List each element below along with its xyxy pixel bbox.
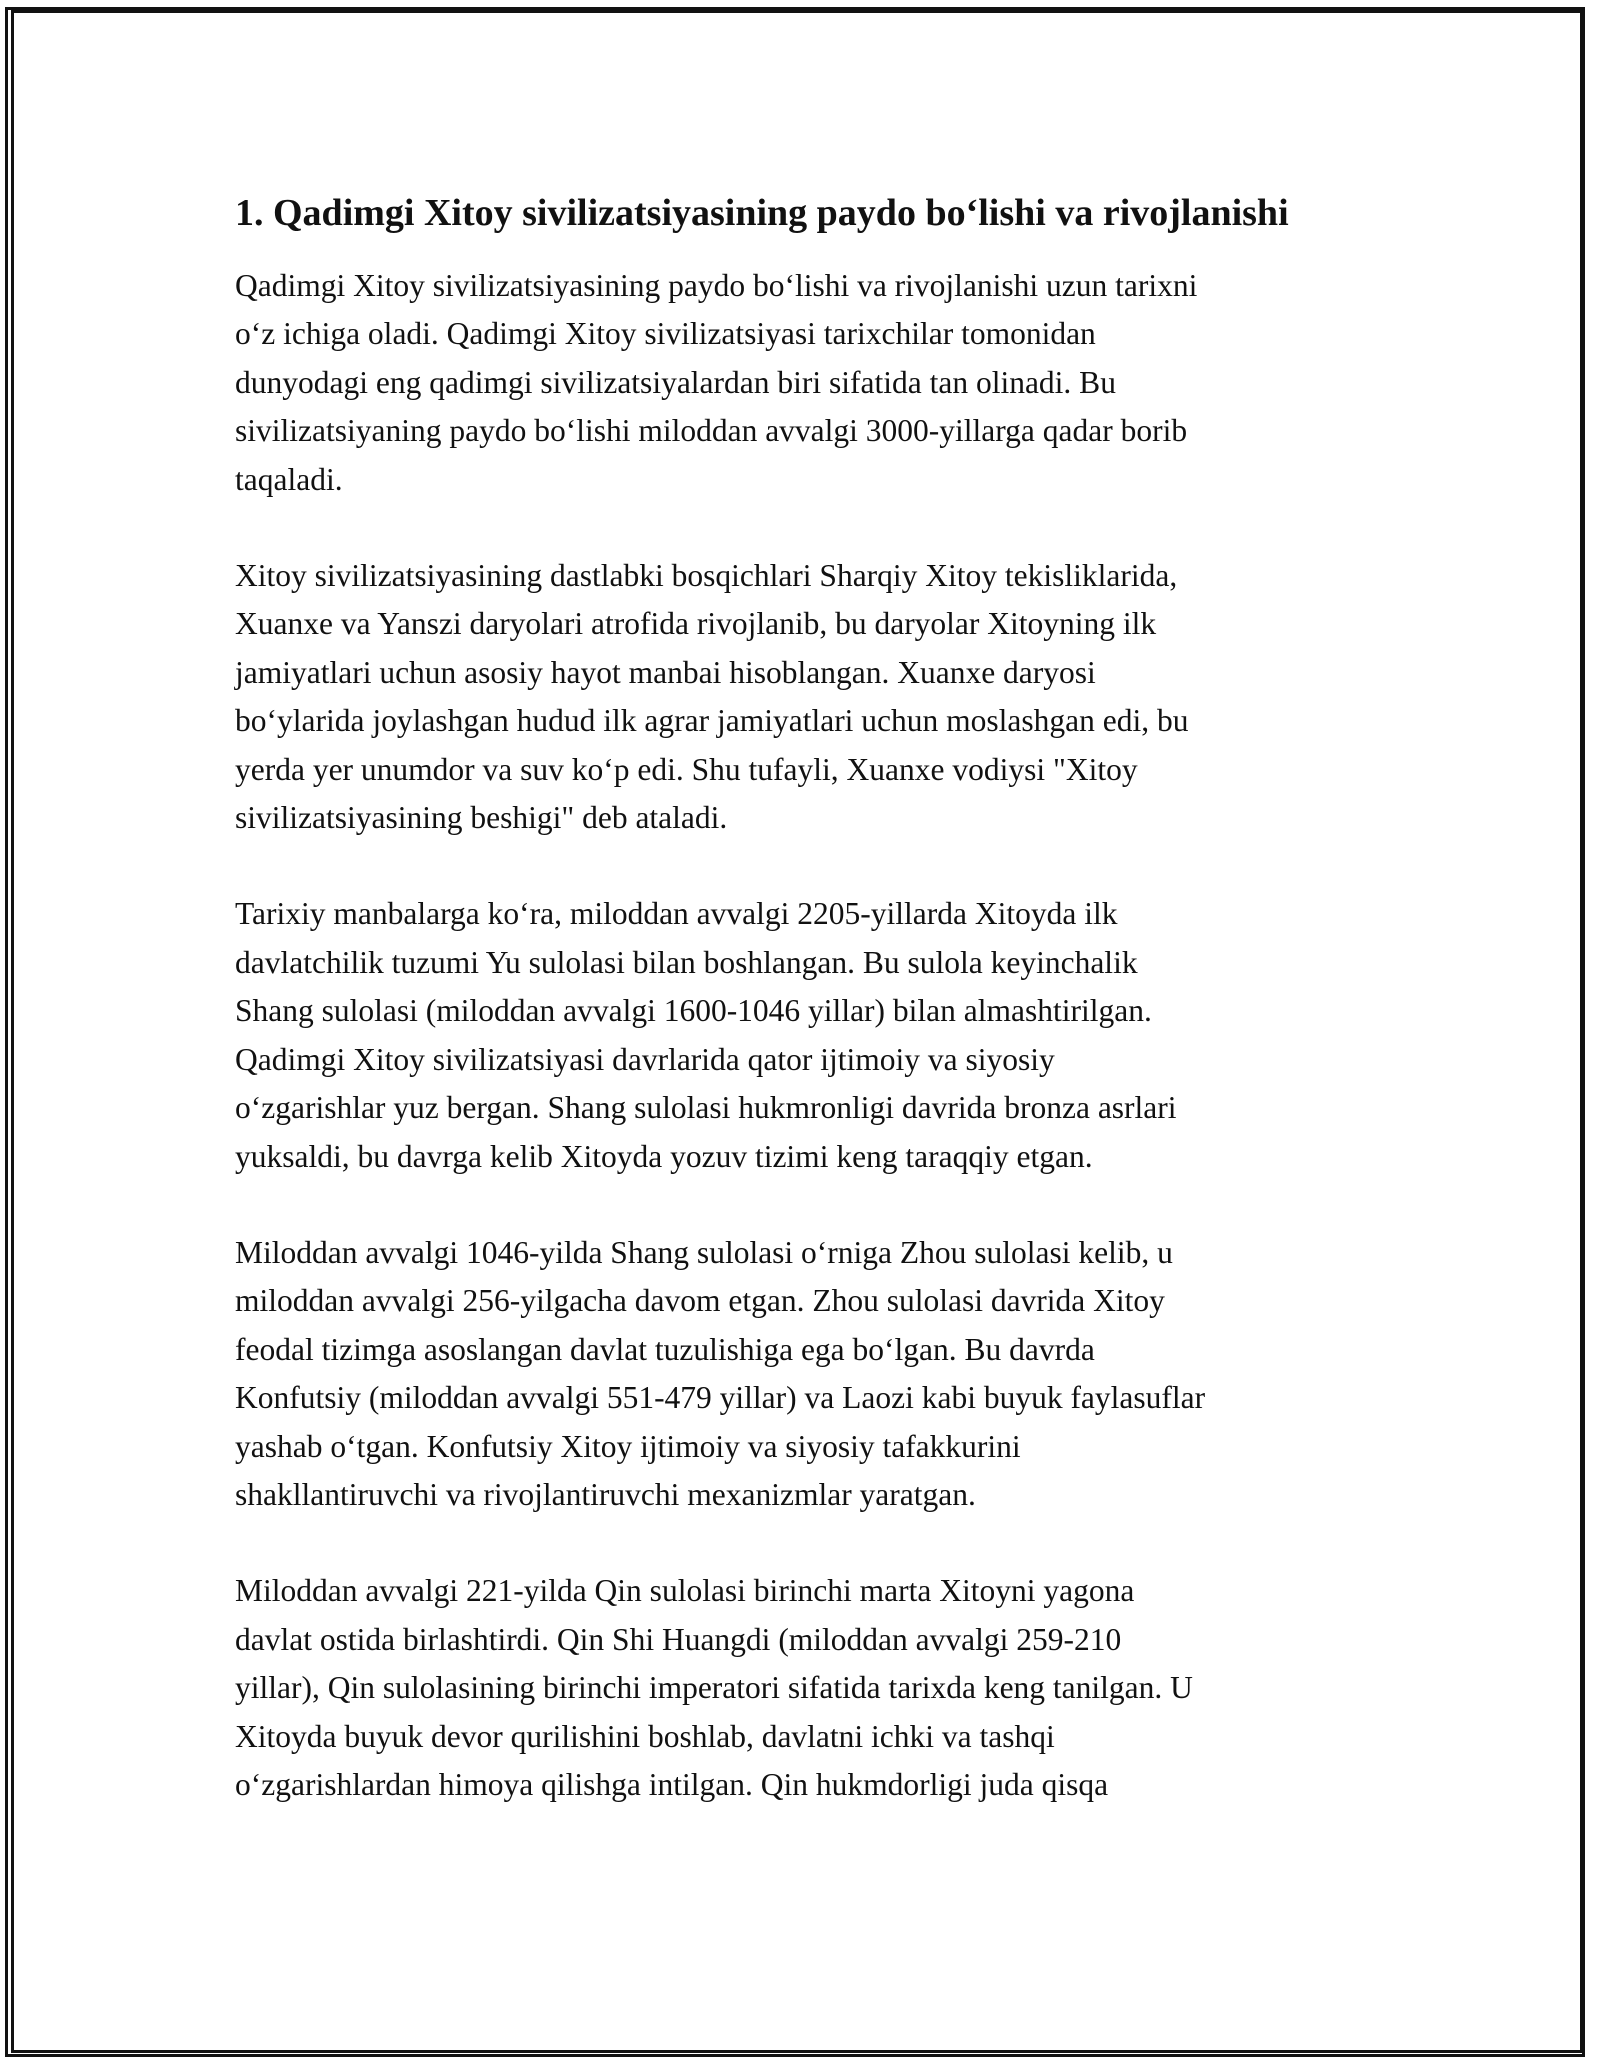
section-heading: 1. Qadimgi Xitoy sivilizatsiyasining paydo boʻlishi va rivojlanishi	[235, 192, 1289, 234]
paragraph-5: Miloddan avvalgi 221-yilda Qin sulolasi birinchi marta Xitoyni yagona davlat ostida birlashtirdi. Qin Shi Huangdi (miloddan avvalgi 259-210 yillar), Qin sulolasining birinchi imperatori sifatida tarixda keng tanilgan. U Xitoyda buyuk devor qurilishini boshlab, davlatni ichki va tashqi oʻzgarishlardan himoya qilishga intilgan. Qin hukmdorligi juda qisqa	[235, 1573, 1193, 1802]
paragraph-4: Miloddan avvalgi 1046-yilda Shang sulolasi oʻrniga Zhou sulolasi kelib, u miloddan avvalgi 256-yilgacha davom etgan. Zhou sulolasi davrida Xitoy feodal tizimga asoslangan davlat tuzulishiga ega boʻlgan. Bu davrda Konfutsiy (miloddan avvalgi 551-479 yillar) va Laozi kabi buyuk faylasuflar yashab oʻtgan. Konfutsiy Xitoy ijtimoiy va siyosiy tafakkurini shakllantiruvchi va rivojlantiruvchi mexanizmlar yaratgan.	[235, 1234, 1206, 1512]
document-body	[235, 186, 1395, 1857]
paragraph-3: Tarixiy manbalarga koʻra, miloddan avvalgi 2205-yillarda Xitoyda ilk davlatchilik tuzumi Yu sulolasi bilan boshlangan. Bu sulola keyinchalik Shang sulolasi (miloddan avvalgi 1600-1046 yillar) bilan almashtirilgan. Qadimgi Xitoy sivilizatsiyasi davrlarida qator ijtimoiy va siyosiy oʻzgarishlar yuz bergan. Shang sulolasi hukmronligi davrida bronza asrlari yuksaldi, bu davrga kelib Xitoyda yozuv tizimi keng taraqqiy etgan.	[235, 896, 1177, 1174]
paragraph-2: Xitoy sivilizatsiyasining dastlabki bosqichlari Sharqiy Xitoy tekisliklarida, Xuanxe va Yanszi daryolari atrofida rivojlanib, bu daryolar Xitoyning ilk jamiyatlari uchun asosiy hayot manbai hisoblangan. Xuanxe daryosi boʻylarida joylashgan hudud ilk agrar jamiyatlari uchun moslashgan edi, bu yerda yer unumdor va suv koʻp edi. Shu tufayli, Xuanxe vodiysi "Xitoy sivilizatsiyasining beshigi" deb ataladi.	[235, 558, 1189, 836]
paragraph-1: Qadimgi Xitoy sivilizatsiyasining paydo boʻlishi va rivojlanishi uzun tarixni oʻz ichiga oladi. Qadimgi Xitoy sivilizatsiyasi tarixchilar tomonidan dunyodagi eng qadimgi sivilizatsiyalardan biri sifatida tan olinadi. Bu sivilizatsiyaning paydo boʻlishi miloddan avvalgi 3000-yillarga qadar borib taqaladi.	[235, 268, 1198, 497]
